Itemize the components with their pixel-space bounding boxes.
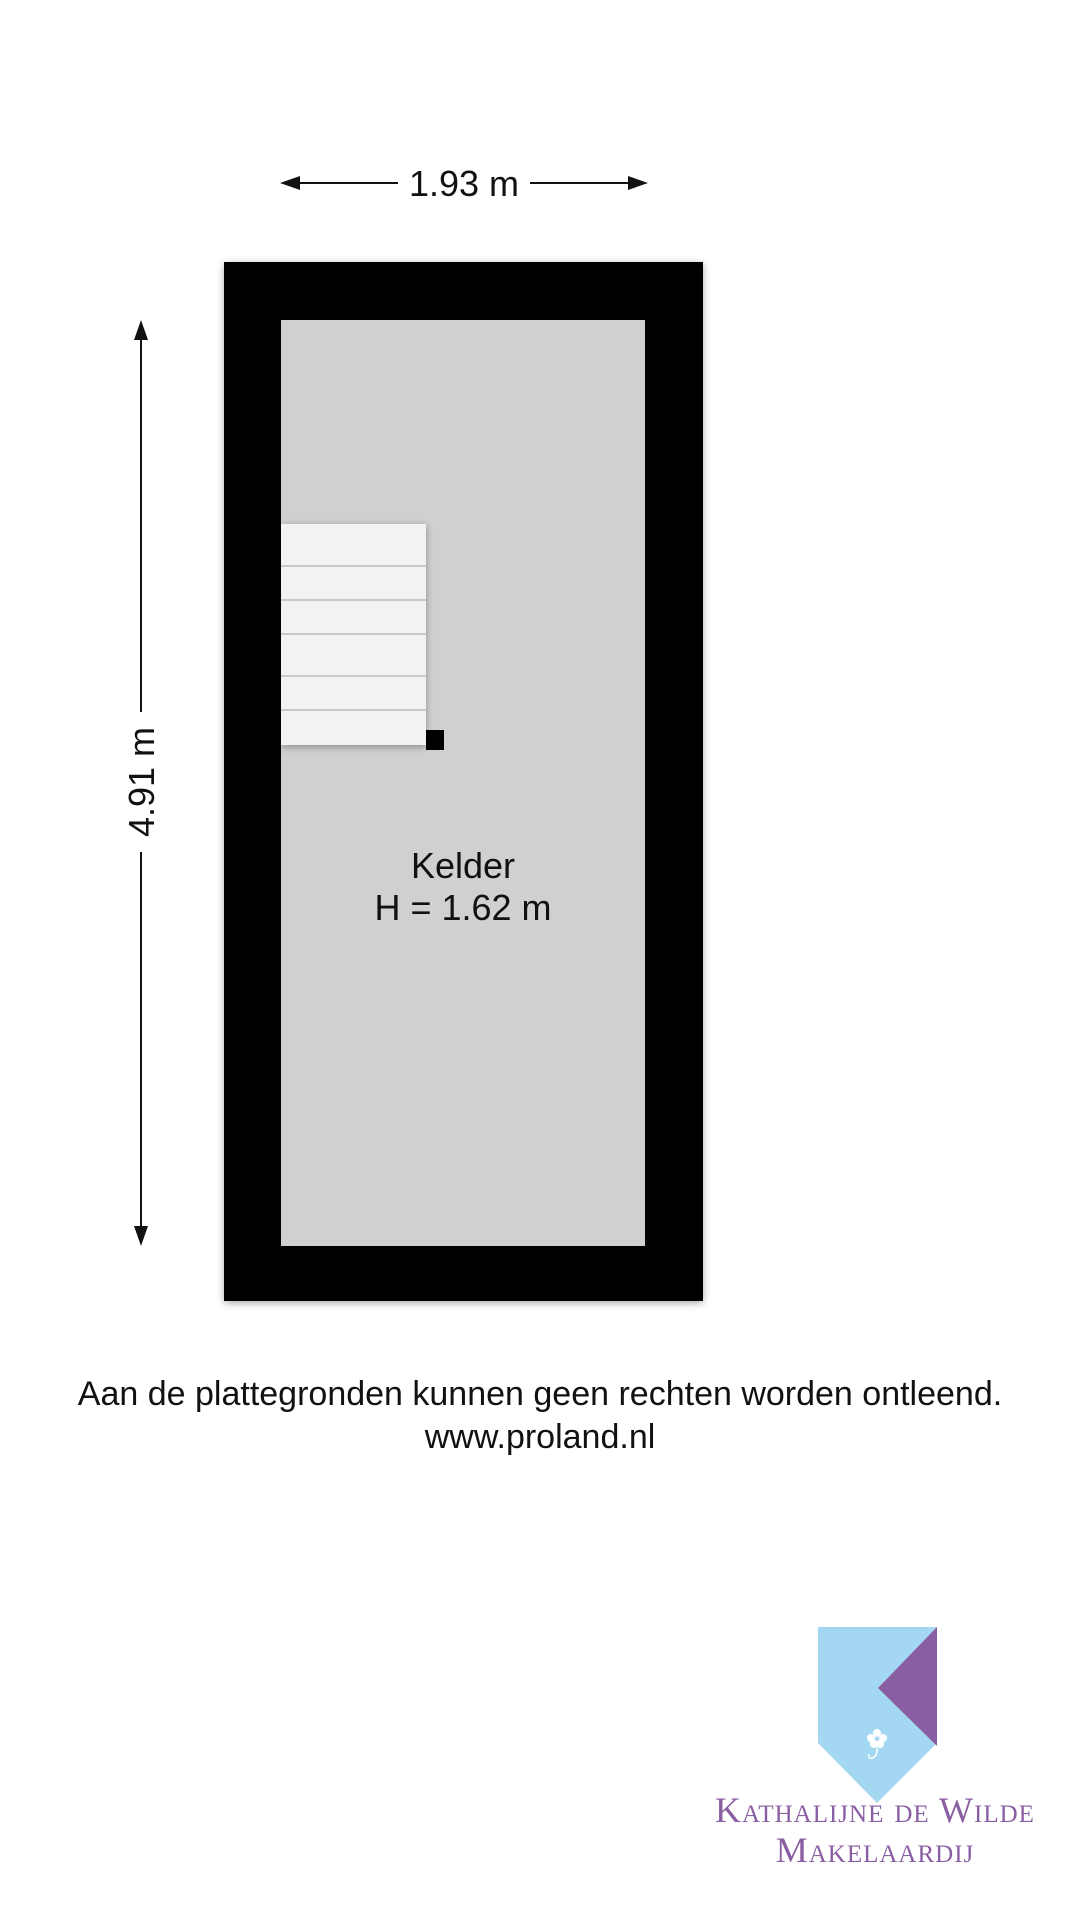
room-name: Kelder — [410, 845, 516, 886]
room-floor — [281, 320, 645, 1246]
column-post — [426, 730, 444, 750]
website-text: www.proland.nl — [424, 1418, 656, 1456]
brand-logo — [818, 1627, 937, 1803]
brand-name-line1: Kathalijne de Wilde — [715, 1790, 1035, 1830]
staircase — [281, 524, 426, 745]
disclaimer-block — [0, 1373, 1080, 1459]
width-dimension — [280, 163, 648, 204]
width-dimension-label: 1.93 m — [408, 163, 520, 204]
brand-name-line2: Makelaardij — [775, 1830, 975, 1870]
disclaimer-text: Aan de plattegronden kunnen geen rechten worden ontleend. — [77, 1375, 1003, 1413]
room-height: H = 1.62 m — [374, 887, 552, 928]
length-dimension — [121, 320, 162, 1246]
length-dimension-label: 4.91 m — [121, 726, 162, 838]
brand-name — [670, 1790, 1080, 1870]
